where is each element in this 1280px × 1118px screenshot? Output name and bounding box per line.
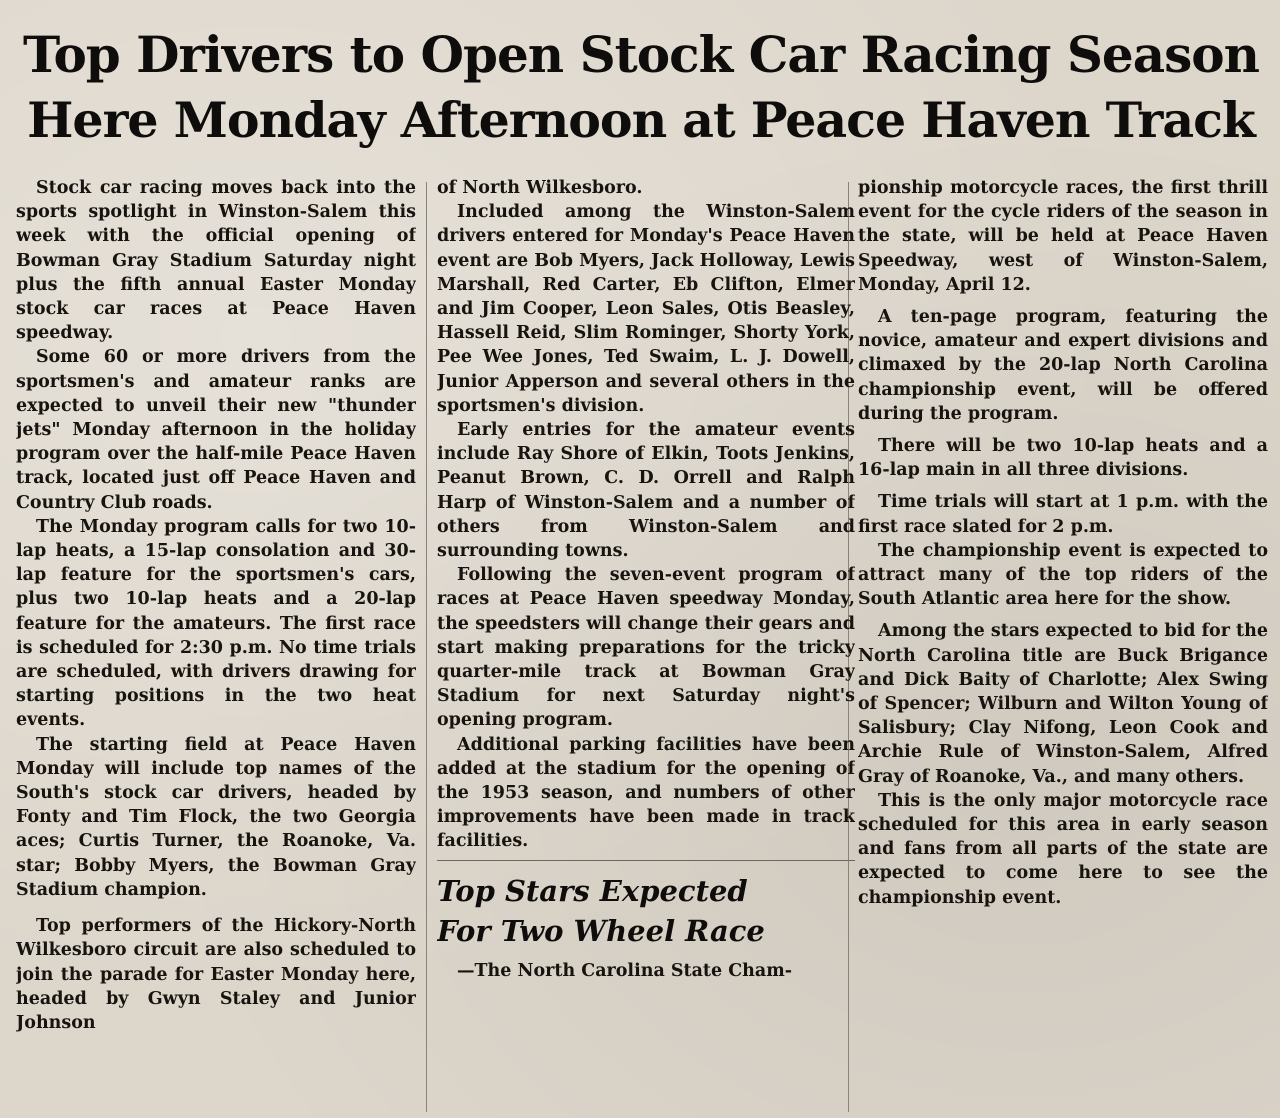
paragraph: There will be two 10-lap heats and a 16-lap main in all three divisions. bbox=[858, 436, 1268, 481]
subhead-line-2: For Two Wheel Race bbox=[437, 913, 765, 948]
subhead-rule-top bbox=[437, 860, 855, 861]
headline-line-2: Here Monday Afternoon at Peace Haven Track bbox=[27, 91, 1255, 149]
paragraph: Time trials will start at 1 p.m. with the first race slated for 2 p.m. bbox=[858, 492, 1268, 537]
column-rule-1 bbox=[426, 182, 427, 1112]
paragraph: The Monday program calls for two 10-lap heats, a 15-lap consolation and 30-lap feature for the sportsmen's cars, plus two 10-lap heats and a 20-lap feature for the amateurs. The first race is scheduled for 2:30 p.m. No time trials are scheduled, with drivers drawing for starting positions in the two heat events. bbox=[16, 516, 416, 731]
paragraph: Among the stars expected to bid for the North Carolina title are Buck Brigance and Dick Baity of Charlotte; Alex Swing of Spencer; Wilburn and Wilton Young of Salisbury; Clay Nifong, Leon Cook and Archie Rule of Winston-Salem, Alfred Gray of Roanoke, Va., and many others. bbox=[858, 621, 1268, 787]
headline-line-1: Top Drivers to Open Stock Car Racing Season bbox=[22, 25, 1259, 84]
headline bbox=[16, 24, 1266, 150]
column-3 bbox=[858, 176, 1268, 1116]
subhead bbox=[437, 871, 855, 951]
paragraph: This is the only major motorcycle race scheduled for this area in early season and fans from all parts of the state are expected to come here to see the championship event. bbox=[858, 790, 1268, 908]
paragraph: Included among the Winston-Salem drivers entered for Monday's Peace Haven event are Bob Myers, Jack Holloway, Lewis Marshall, Red Carter, Eb Clifton, Elmer and Jim Cooper, Leon Sales, Otis Beasley, Hassell Reid, Slim Rominger, Shorty York, Pee Wee Jones, Ted Swaim, L. J. Dowell, Junior Apperson and several others in the sportsmen's division. bbox=[437, 202, 855, 416]
paragraph: Stock car racing moves back into the sports spotlight in Winston-Salem this week with the official opening of Bowman Gray Stadium Saturday night plus the fifth annual Easter Monday stock car races at Peace Haven speedway. bbox=[16, 178, 416, 344]
column-1 bbox=[16, 176, 416, 1116]
article-columns bbox=[16, 176, 1268, 1116]
paragraph: Following the seven-event program of races at Peace Haven speedway Monday, the speedsters will change their gears and start making preparations for the tricky quarter-mile track at Bowman Gray Stadium for next Saturday night's opening program. bbox=[437, 565, 855, 731]
paragraph: A ten-page program, featuring the novice, amateur and expert divisions and climaxed by the 20-lap North Carolina championship event, will be offered during the program. bbox=[858, 307, 1268, 424]
paragraph-continuation: pionship motorcycle races, the first thrill event for the cycle riders of the season in the state, will be held at Peace Haven Speedway, west of Winston-Salem, Monday, April 12. bbox=[858, 178, 1268, 295]
paragraph-continuation: of North Wilkesboro. bbox=[437, 178, 643, 198]
paragraph: Some 60 or more drivers from the sportsmen's and amateur ranks are expected to unveil their new "thunder jets" Monday afternoon in the holiday program over the half-mile Peace Haven track, located just off Peace Haven and Country Club roads. bbox=[16, 347, 416, 513]
subhead-line-1: Top Stars Expected bbox=[437, 873, 748, 908]
paragraph: The starting field at Peace Haven Monday will include top names of the South's stock car drivers, headed by Fonty and Tim Flock, the two Georgia aces; Curtis Turner, the Roanoke, Va. star; Bobby Myers, the Bowman Gray Stadium champion. bbox=[16, 734, 416, 900]
paragraph: —The North Carolina State Cham- bbox=[457, 960, 793, 981]
paragraph: The championship event is expected to attract many of the top riders of the South Atlantic area here for the show. bbox=[858, 540, 1268, 610]
paragraph: Early entries for the amateur events include Ray Shore of Elkin, Toots Jenkins, Peanut Brown, C. D. Orrell and Ralph Harp of Winston-Salem and a number of others from Winston-Salem and surrounding towns. bbox=[437, 420, 855, 562]
column-2 bbox=[437, 176, 855, 1116]
paragraph: Top performers of the Hickory-North Wilkesboro circuit are also scheduled to join the parade for Easter Monday here, headed by Gwyn Staley and Junior Johnson bbox=[16, 916, 416, 1033]
paragraph: Additional parking facilities have been added at the stadium for the opening of the 1953 season, and numbers of other improvements have been made in track facilities. bbox=[437, 734, 855, 852]
